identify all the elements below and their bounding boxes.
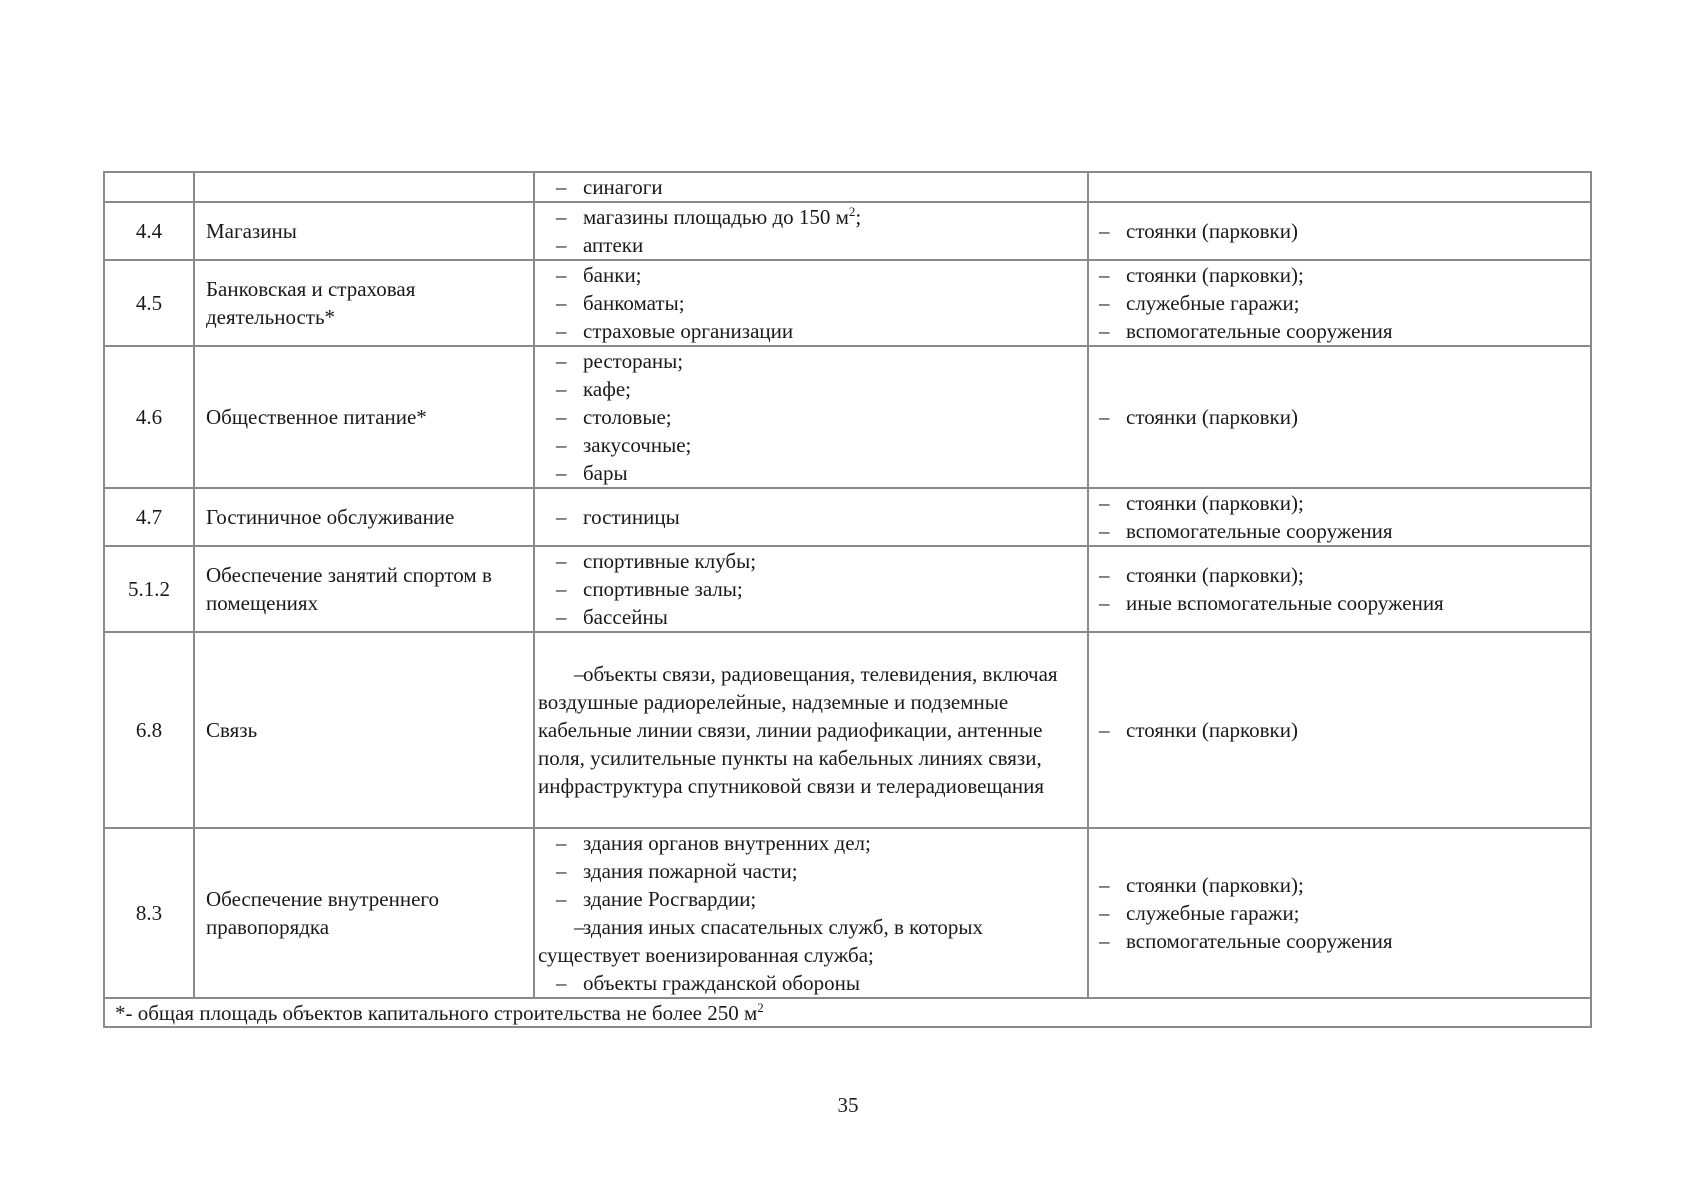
- dash-bullet: –: [1099, 405, 1110, 429]
- dash-bullet: –: [1099, 491, 1110, 515]
- dash-bullet: –: [556, 859, 567, 883]
- auxiliary-uses-cell: [1088, 488, 1591, 546]
- dash-bullet: –: [556, 605, 567, 629]
- main-uses-cell: [534, 632, 1088, 828]
- dash-bullet: –: [556, 175, 567, 199]
- code-cell: 6.8: [104, 632, 194, 828]
- code-cell: 5.1.2: [104, 546, 194, 632]
- auxiliary-uses-cell: [1088, 202, 1591, 260]
- dash-bullet: –: [574, 915, 585, 939]
- dash-bullet: –: [556, 263, 567, 287]
- list-item-text: стоянки (парковки): [1126, 219, 1298, 243]
- list-item-text: здание Росгвардии;: [583, 887, 757, 911]
- list-item: [538, 347, 1081, 375]
- list-item: [538, 231, 1081, 259]
- page-number: 35: [837, 1093, 859, 1117]
- list-item: [538, 375, 1081, 403]
- list-item-text: банки;: [583, 263, 642, 287]
- dash-bullet: –: [1099, 263, 1110, 287]
- dash-bullet: –: [556, 291, 567, 315]
- list-item-text: иные вспомогательные сооружения: [1126, 591, 1444, 615]
- list-item-text: вспомогательные сооружения: [1126, 519, 1393, 543]
- auxiliary-uses-cell: [1088, 546, 1591, 632]
- code-cell: 4.5: [104, 260, 194, 346]
- list-item: [538, 603, 1081, 631]
- dash-bullet: –: [556, 887, 567, 911]
- main-uses-cell: [534, 488, 1088, 546]
- list-item-tail: ;: [855, 205, 862, 229]
- name-cell: [194, 172, 534, 202]
- list-item-text: здания иных спасательных служб, в которых существует военизированная служба;: [538, 915, 984, 967]
- list-item: [1099, 403, 1584, 431]
- list-item-text: стоянки (парковки): [1126, 405, 1298, 429]
- dash-bullet: –: [556, 205, 567, 229]
- table-row: [104, 632, 1591, 828]
- name-cell: Магазины: [194, 202, 534, 260]
- dash-bullet: –: [556, 461, 567, 485]
- dash-bullet: –: [1099, 291, 1110, 315]
- list-item: [538, 203, 1081, 231]
- list-item-text: объекты связи, радиовещания, телевидения, включая воздушные радиорелейные, надземные и подземные кабельные линии связи, линии радиофикации, антенные поля, усилительные пункты на кабельных линиях связи, инфраструктура спутниковой связи и телерадиовещания: [538, 662, 1058, 798]
- list-item: [1099, 899, 1584, 927]
- list-item-text: стоянки (парковки): [1126, 718, 1298, 742]
- footnote-cell: [104, 998, 1591, 1027]
- list-item-text: спортивные клубы;: [583, 549, 757, 573]
- main-uses-cell: [534, 202, 1088, 260]
- list-item-text: объекты гражданской обороны: [583, 971, 860, 995]
- code-cell: 8.3: [104, 828, 194, 998]
- list-item-text: здания органов внутренних дел;: [583, 831, 871, 855]
- list-item: [538, 829, 1081, 857]
- code-cell: 4.4: [104, 202, 194, 260]
- list-item: [538, 660, 1081, 800]
- auxiliary-uses-cell: [1088, 172, 1591, 202]
- name-cell: Гостиничное обслуживание: [194, 488, 534, 546]
- dash-bullet: –: [1099, 591, 1110, 615]
- superscript: 2: [848, 204, 856, 219]
- table-row: [104, 202, 1591, 260]
- list-item: [1099, 489, 1584, 517]
- list-item-text: спортивные залы;: [583, 577, 743, 601]
- table-row: [104, 828, 1591, 998]
- list-item-text: бары: [583, 461, 628, 485]
- list-item-text: банкоматы;: [583, 291, 685, 315]
- dash-bullet: –: [1099, 873, 1110, 897]
- code-cell: [104, 172, 194, 202]
- main-uses-cell: [534, 828, 1088, 998]
- list-item: [538, 317, 1081, 345]
- list-item: [538, 173, 1081, 201]
- list-item: [538, 969, 1081, 997]
- main-uses-cell: [534, 346, 1088, 488]
- list-item-text: стоянки (парковки);: [1126, 873, 1304, 897]
- list-item: [1099, 289, 1584, 317]
- list-item-text: бассейны: [583, 605, 668, 629]
- footnote-text: *- общая площадь объектов капитального строительства не более 250 м: [115, 1000, 758, 1025]
- list-item: [1099, 561, 1584, 589]
- list-item-text: закусочные;: [583, 433, 692, 457]
- list-item: [538, 459, 1081, 487]
- table-row: [104, 488, 1591, 546]
- dash-bullet: –: [1099, 718, 1110, 742]
- list-item: [538, 913, 1081, 969]
- dash-bullet: –: [1099, 319, 1110, 343]
- dash-bullet: –: [556, 505, 567, 529]
- list-item: [1099, 589, 1584, 617]
- list-item-text: кафе;: [583, 377, 631, 401]
- list-item: [538, 431, 1081, 459]
- main-uses-cell: [534, 172, 1088, 202]
- auxiliary-uses-cell: [1088, 346, 1591, 488]
- dash-bullet: –: [1099, 563, 1110, 587]
- footnote-row: [104, 998, 1591, 1027]
- list-item: [538, 403, 1081, 431]
- list-item-text: здания пожарной части;: [583, 859, 798, 883]
- list-item-text: столовые;: [583, 405, 672, 429]
- code-cell: 4.6: [104, 346, 194, 488]
- list-item: [538, 289, 1081, 317]
- list-item-text: стоянки (парковки);: [1126, 263, 1304, 287]
- dash-bullet: –: [556, 405, 567, 429]
- table-row: [104, 346, 1591, 488]
- table-body: [104, 172, 1591, 998]
- dash-bullet: –: [1099, 929, 1110, 953]
- list-item-text: вспомогательные сооружения: [1126, 319, 1393, 343]
- name-cell: Банковская и страховая деятельность*: [194, 260, 534, 346]
- list-item: [538, 261, 1081, 289]
- name-cell: Связь: [194, 632, 534, 828]
- auxiliary-uses-cell: [1088, 632, 1591, 828]
- dash-bullet: –: [556, 577, 567, 601]
- dash-bullet: –: [1099, 519, 1110, 543]
- list-item-text: служебные гаражи;: [1126, 901, 1300, 925]
- list-item-text: рестораны;: [583, 349, 684, 373]
- dash-bullet: –: [556, 433, 567, 457]
- list-item-text: синагоги: [583, 175, 663, 199]
- footnote-superscript: 2: [757, 999, 764, 1015]
- dash-bullet: –: [556, 831, 567, 855]
- list-item: [538, 503, 1081, 531]
- list-item: [1099, 317, 1584, 345]
- list-item-text: гостиницы: [583, 505, 680, 529]
- name-cell: Общественное питание*: [194, 346, 534, 488]
- list-item-text: стоянки (парковки);: [1126, 563, 1304, 587]
- auxiliary-uses-cell: [1088, 260, 1591, 346]
- list-item: [538, 547, 1081, 575]
- dash-bullet: –: [556, 971, 567, 995]
- table-row: [104, 172, 1591, 202]
- list-item: [538, 857, 1081, 885]
- list-item: [538, 575, 1081, 603]
- table-row: [104, 546, 1591, 632]
- main-uses-cell: [534, 260, 1088, 346]
- list-item: [1099, 871, 1584, 899]
- main-uses-cell: [534, 546, 1088, 632]
- dash-bullet: –: [556, 233, 567, 257]
- dash-bullet: –: [1099, 219, 1110, 243]
- auxiliary-uses-cell: [1088, 828, 1591, 998]
- list-item-text: страховые организации: [583, 319, 794, 343]
- list-item: [1099, 927, 1584, 955]
- list-item-text: аптеки: [583, 233, 644, 257]
- dash-bullet: –: [574, 662, 585, 686]
- dash-bullet: –: [556, 377, 567, 401]
- list-item-text: служебные гаражи;: [1126, 291, 1300, 315]
- name-cell: Обеспечение занятий спортом в помещениях: [194, 546, 534, 632]
- list-item-text: вспомогательные сооружения: [1126, 929, 1393, 953]
- dash-bullet: –: [556, 349, 567, 373]
- dash-bullet: –: [556, 549, 567, 573]
- dash-bullet: –: [556, 319, 567, 343]
- table-row: [104, 260, 1591, 346]
- list-item: [1099, 716, 1584, 744]
- name-cell: Обеспечение внутреннего правопорядка: [194, 828, 534, 998]
- dash-bullet: –: [1099, 901, 1110, 925]
- list-item: [1099, 517, 1584, 545]
- list-item-text: стоянки (парковки);: [1126, 491, 1304, 515]
- land-use-table: [103, 171, 1592, 1028]
- list-item: [1099, 217, 1584, 245]
- list-item: [1099, 261, 1584, 289]
- list-item-text: магазины площадью до 150 м: [583, 205, 849, 229]
- list-item: [538, 885, 1081, 913]
- code-cell: 4.7: [104, 488, 194, 546]
